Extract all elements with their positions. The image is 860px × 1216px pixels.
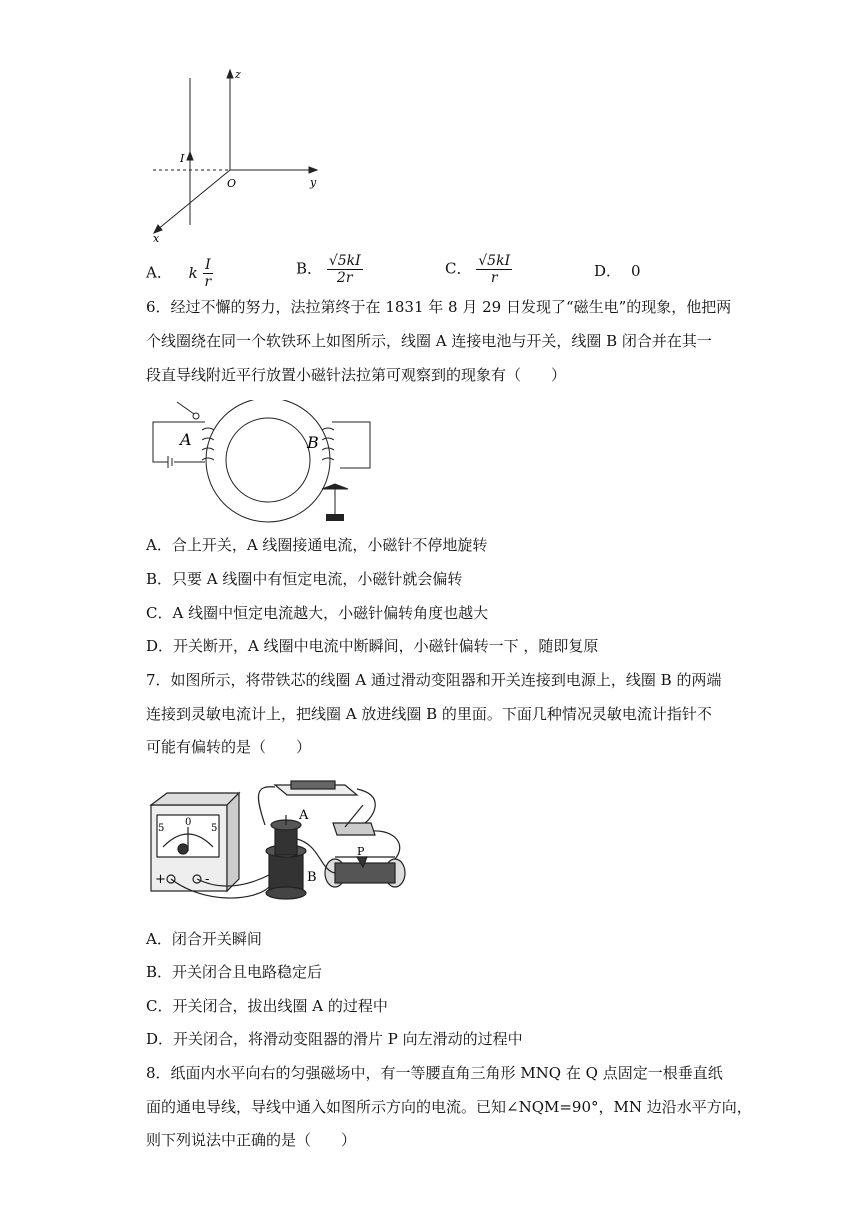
q6-option-b[interactable]: B．只要 A 线圈中有恒定电流，小磁针就会偏转 xyxy=(146,570,463,588)
x-axis-label: x xyxy=(153,232,160,245)
minus-terminal-label: - xyxy=(205,872,210,887)
q6-stem-line-1: 6．经过不懈的努力，法拉第终于在 1831 年 8 月 29 日发现了“磁生电”的现象，他把两 xyxy=(146,298,732,316)
q8-stem-line-1: 8．纸面内水平向右的匀强磁场中，有一等腰直角三角形 MNQ 在 Q 点固定一根垂直纸 xyxy=(146,1064,723,1082)
q6-option-a[interactable]: A．合上开关，A 线圈接通电流，小磁针不停地旋转 xyxy=(146,536,488,554)
fraction: $\frac{I}{r}$ xyxy=(204,257,212,290)
fraction: $\frac{√5kI}{r}$ xyxy=(478,253,511,286)
q6-stem-line-2: 个线圈绕在同一个软铁环上如图所示，线圈 A 连接电池与开关，线圈 B 闭合并在其一 xyxy=(146,332,712,350)
coil-b-label: B xyxy=(307,870,317,885)
scale-zero-label: 0 xyxy=(185,817,192,828)
q6-option-d[interactable]: D．开关断开，A 线圈中电流中断瞬间，小磁针偏转一下 ，随即复原 xyxy=(146,637,599,655)
q5-option-b[interactable]: B． $\frac{√5kI}{2r}$ xyxy=(296,253,361,286)
slider-p-label: P xyxy=(357,845,365,858)
scale-left-label: 5 xyxy=(158,823,165,834)
q7-option-c[interactable]: C．开关闭合，拔出线圈 A 的过程中 xyxy=(146,997,388,1015)
z-axis-label: z xyxy=(235,68,241,81)
fraction: $\frac{√5kI}{2r}$ xyxy=(328,253,361,286)
q7-stem-line-3: 可能有偏转的是（ ） xyxy=(146,738,312,756)
q7-option-b[interactable]: B．开关闭合且电路稳定后 xyxy=(146,963,323,981)
y-axis-label: y xyxy=(310,176,317,189)
q7-option-d[interactable]: D．开关闭合，将滑动变阻器的滑片 P 向左滑动的过程中 xyxy=(146,1030,523,1048)
coil-a-label: A xyxy=(180,430,192,449)
q8-stem-line-2: 面的通电导线，导线中通入如图所示方向的电流。已知∠NQM=90°，MN 边沿水平方向， xyxy=(146,1098,752,1116)
coil-b-label: B xyxy=(307,433,319,452)
q6-iron-ring-figure xyxy=(150,400,375,525)
coil-a-label: A xyxy=(299,808,309,823)
q8-stem-line-3: 则下列说法中正确的是（ ） xyxy=(146,1131,357,1149)
plus-terminal-label: + xyxy=(155,872,166,887)
q7-option-a[interactable]: A．闭合开关瞬间 xyxy=(146,930,262,948)
origin-label: O xyxy=(227,177,237,190)
q5-option-a[interactable]: A． k $\frac{I}{r}$ xyxy=(146,257,212,290)
current-label: I xyxy=(180,152,185,165)
q7-apparatus-figure xyxy=(145,775,410,900)
q6-option-c[interactable]: C．A 线圈中恒定电流越大，小磁针偏转角度也越大 xyxy=(146,604,489,622)
q6-stem-line-3: 段直导线附近平行放置小磁针法拉第可观察到的现象有（ ） xyxy=(146,366,567,384)
q5-option-c[interactable]: C． $\frac{√5kI}{r}$ xyxy=(445,253,511,286)
q7-stem-line-1: 7．如图所示，将带铁芯的线圈 A 通过滑动变阻器和开关连接到电源上，线圈 B 的两端 xyxy=(146,671,722,689)
q5-option-d[interactable]: D． 0 xyxy=(594,262,641,280)
q7-stem-line-2: 连接到灵敏电流计上，把线圈 A 放进线圈 B 的里面。下面几种情况灵敏电流计指针不 xyxy=(146,705,712,723)
q5-axes-figure xyxy=(145,60,335,245)
scale-right-label: 5 xyxy=(211,823,218,834)
